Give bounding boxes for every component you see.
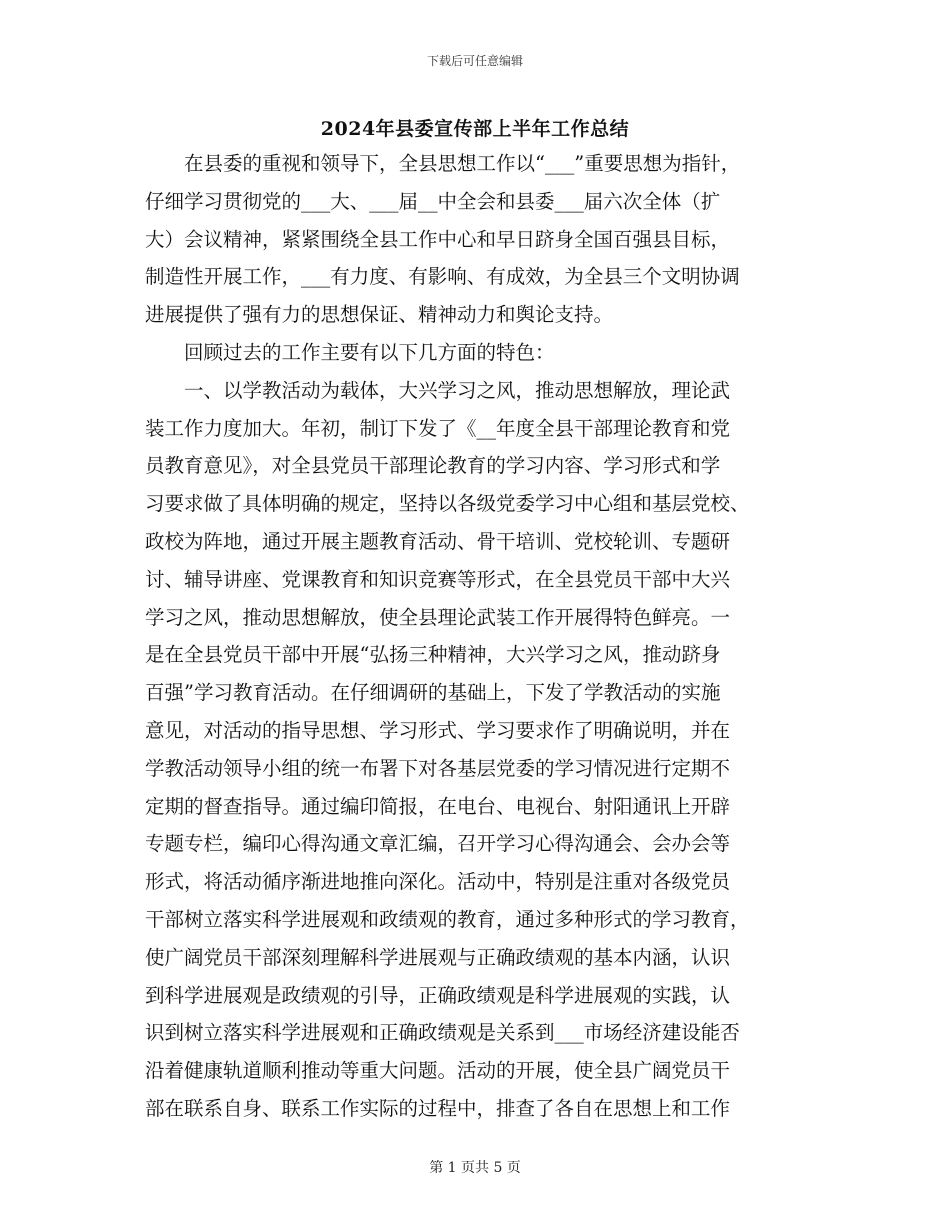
document-body <box>145 145 825 1128</box>
body-line: 制造性开展工作，___有力度、有影响、有成效，为全县三个文明协调 <box>145 265 740 289</box>
body-line: 部在联系自身、联系工作实际的过程中，排查了各自在思想上和工作 <box>145 1096 731 1120</box>
body-line: 员教育意见》，对全县党员干部理论教育的学习内容、学习形式和学 <box>145 454 721 478</box>
body-line: 装工作力度加大。年初，制订下发了《__年度全县干部理论教育和党 <box>145 416 731 440</box>
body-line: 百强”学习教育活动。在仔细调研的基础上，下发了学教活动的实施 <box>145 681 721 705</box>
body-line: 专题专栏，编印心得沟通文章汇编，召开学习心得沟通会、会办会等 <box>145 832 731 856</box>
body-line: 仔细学习贯彻党的___大、___届__中全会和县委___届六次全体（扩 <box>145 189 721 213</box>
body-line: 大）会议精神，紧紧围绕全县工作中心和早日跻身全国百强县目标， <box>145 227 731 251</box>
body-line: 定期的督查指导。通过编印简报，在电台、电视台、射阳通讯上开辟 <box>145 794 731 818</box>
body-line: 习要求做了具体明确的规定，坚持以各级党委学习中心组和基层党校、 <box>145 492 750 516</box>
body-line: 学教活动领导小组的统一布署下对各基层党委的学习情况进行定期不 <box>145 756 731 780</box>
body-line: 政校为阵地，通过开展主题教育活动、骨干培训、党校轮训、专题研 <box>145 529 731 553</box>
page-header-note: 下载后可任意编辑 <box>426 54 523 68</box>
body-line: 讨、辅导讲座、党课教育和知识竞赛等形式，在全县党员干部中大兴 <box>145 567 731 591</box>
body-line: 在县委的重视和领导下，全县思想工作以“___”重要思想为指针， <box>184 152 741 175</box>
body-line: 干部树立落实科学进展观和政绩观的教育，通过多种形式的学习教育， <box>145 907 750 931</box>
body-line: 一、以学教活动为载体，大兴学习之风，推动思想解放，理论武 <box>184 378 731 402</box>
page-number-footer: 第 1 页共 5 页 <box>429 1160 521 1176</box>
body-line: 到科学进展观是政绩观的引导，正确政绩观是科学进展观的实践，认 <box>145 983 731 1007</box>
body-line: 进展提供了强有力的思想保证、精神动力和舆论支持。 <box>145 303 614 327</box>
body-line: 识到树立落实科学进展观和正确政绩观是关系到___市场经济建设能否 <box>145 1021 740 1045</box>
document-title: 2024年县委宣传部上半年工作总结 <box>320 118 630 140</box>
body-line: 学习之风，推动思想解放，使全县理论武装工作开展得特色鲜亮。一 <box>145 605 731 629</box>
body-line: 形式，将活动循序渐进地推向深化。活动中，特别是注重对各级党员 <box>145 870 731 894</box>
body-line: 使广阔党员干部深刻理解科学进展观与正确政绩观的基本内涵，认识 <box>145 945 731 969</box>
body-line: 沿着健康轨道顺利推动等重大问题。活动的开展，使全县广阔党员干 <box>145 1059 731 1083</box>
body-line: 意见，对活动的指导思想、学习形式、学习要求作了明确说明，并在 <box>145 718 731 742</box>
body-line: 是在全县党员干部中开展“弘扬三种精神，大兴学习之风，推动跻身 <box>145 643 721 667</box>
body-line: 回顾过去的工作主要有以下几方面的特色： <box>184 340 555 364</box>
